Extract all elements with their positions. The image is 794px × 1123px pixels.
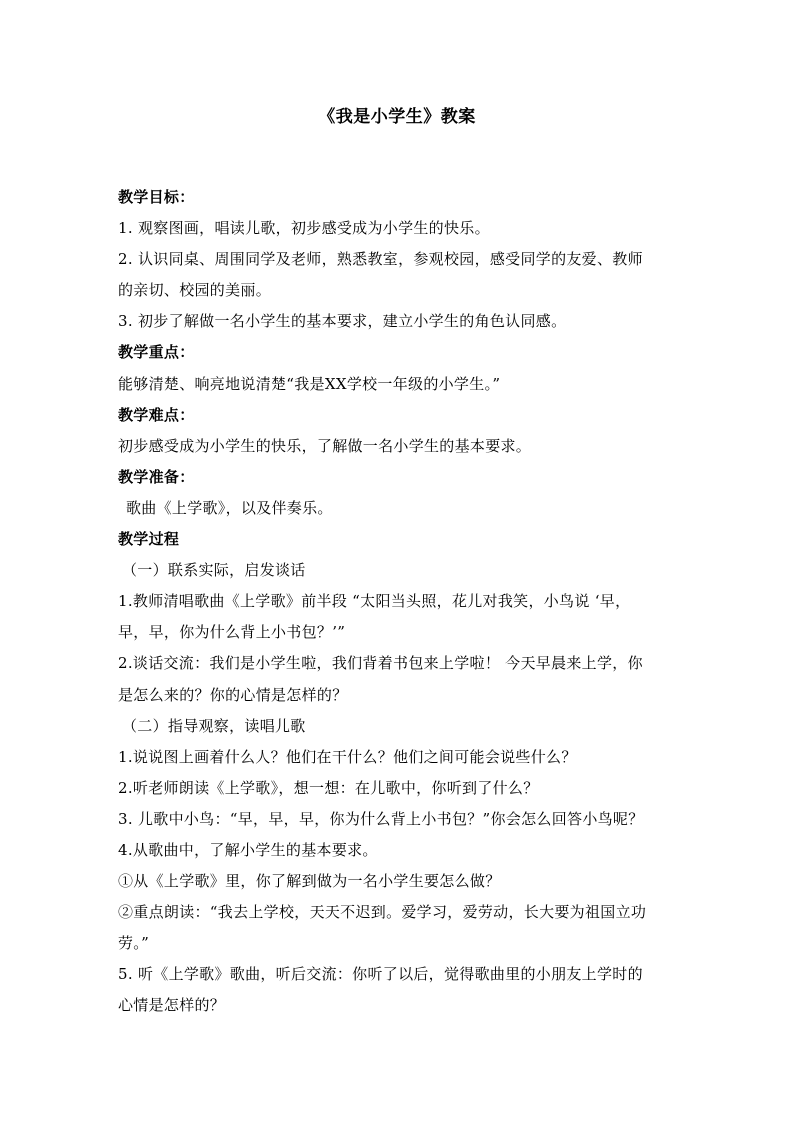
paragraph-line: 早，早，你为什么背上小书包？’” [118, 623, 346, 642]
document-title: 《我是小学生》教案 [318, 107, 476, 127]
document-body [118, 182, 678, 1022]
paragraph-line: 5. 听《上学歌》歌曲，听后交流：你听了以后，觉得歌曲里的小朋友上学时的 [118, 965, 643, 984]
paragraph-line: 1.教师清唱歌曲《上学歌》前半段 “太阳当头照，花儿对我笑，小鸟说 ‘早， [118, 592, 631, 611]
paragraph-line: 3. 初步了解做一名小学生的基本要求，建立小学生的角色认同感。 [118, 312, 567, 331]
paragraph-line: 劳。” [118, 934, 150, 953]
subsection-heading: （一）联系实际，启发谈话 [122, 561, 306, 580]
paragraph-line: 能够清楚、响亮地说清楚“我是XX学校一年级的小学生。” [118, 374, 501, 393]
paragraph-line: 1.说说图上画着什么人？他们在干什么？他们之间可能会说些什么？ [118, 747, 577, 766]
section-heading-objectives: 教学目标： [118, 188, 195, 206]
paragraph-line: ①从《上学歌》里，你了解到做为一名小学生要怎么做？ [118, 872, 501, 891]
paragraph-line: 2. 认识同桌、周围同学及老师，熟悉教室，参观校园，感受同学的友爱、教师 [118, 250, 643, 269]
paragraph-line: 歌曲《上学歌》，以及伴奏乐。 [126, 498, 333, 517]
paragraph-line: 4.从歌曲中，了解小学生的基本要求。 [118, 840, 378, 859]
subsection-heading: （二）指导观察，读唱儿歌 [122, 716, 306, 735]
paragraph-line: 2.谈话交流：我们是小学生啦，我们背着书包来上学啦！ 今天早晨来上学，你 [118, 654, 643, 673]
paragraph-line: 3. 儿歌中小鸟：“早，早，早，你为什么背上小书包？”你会怎么回答小鸟呢？ [118, 809, 644, 828]
paragraph-line: 2.听老师朗读《上学歌》，想一想：在儿歌中，你听到了什么？ [118, 778, 539, 797]
paragraph-line: 初步感受成为小学生的快乐，了解做一名小学生的基本要求。 [118, 436, 532, 455]
paragraph-line: 的亲切、校园的美丽。 [118, 281, 272, 300]
paragraph-line: ②重点朗读：“我去上学校，天天不迟到。爱学习，爱劳动，长大要为祖国立功 [118, 903, 647, 922]
section-heading-difficulties: 教学难点： [118, 405, 195, 424]
paragraph-line: 心情是怎样的？ [118, 996, 226, 1015]
section-heading-preparation: 教学准备： [118, 467, 195, 486]
paragraph-line: 1. 观察图画，唱读儿歌，初步感受成为小学生的快乐。 [118, 219, 490, 238]
section-heading-process: 教学过程 [118, 530, 180, 549]
section-heading-key-points: 教学重点： [118, 343, 195, 362]
paragraph-line: 是怎么来的？你的心情是怎样的？ [118, 685, 348, 704]
